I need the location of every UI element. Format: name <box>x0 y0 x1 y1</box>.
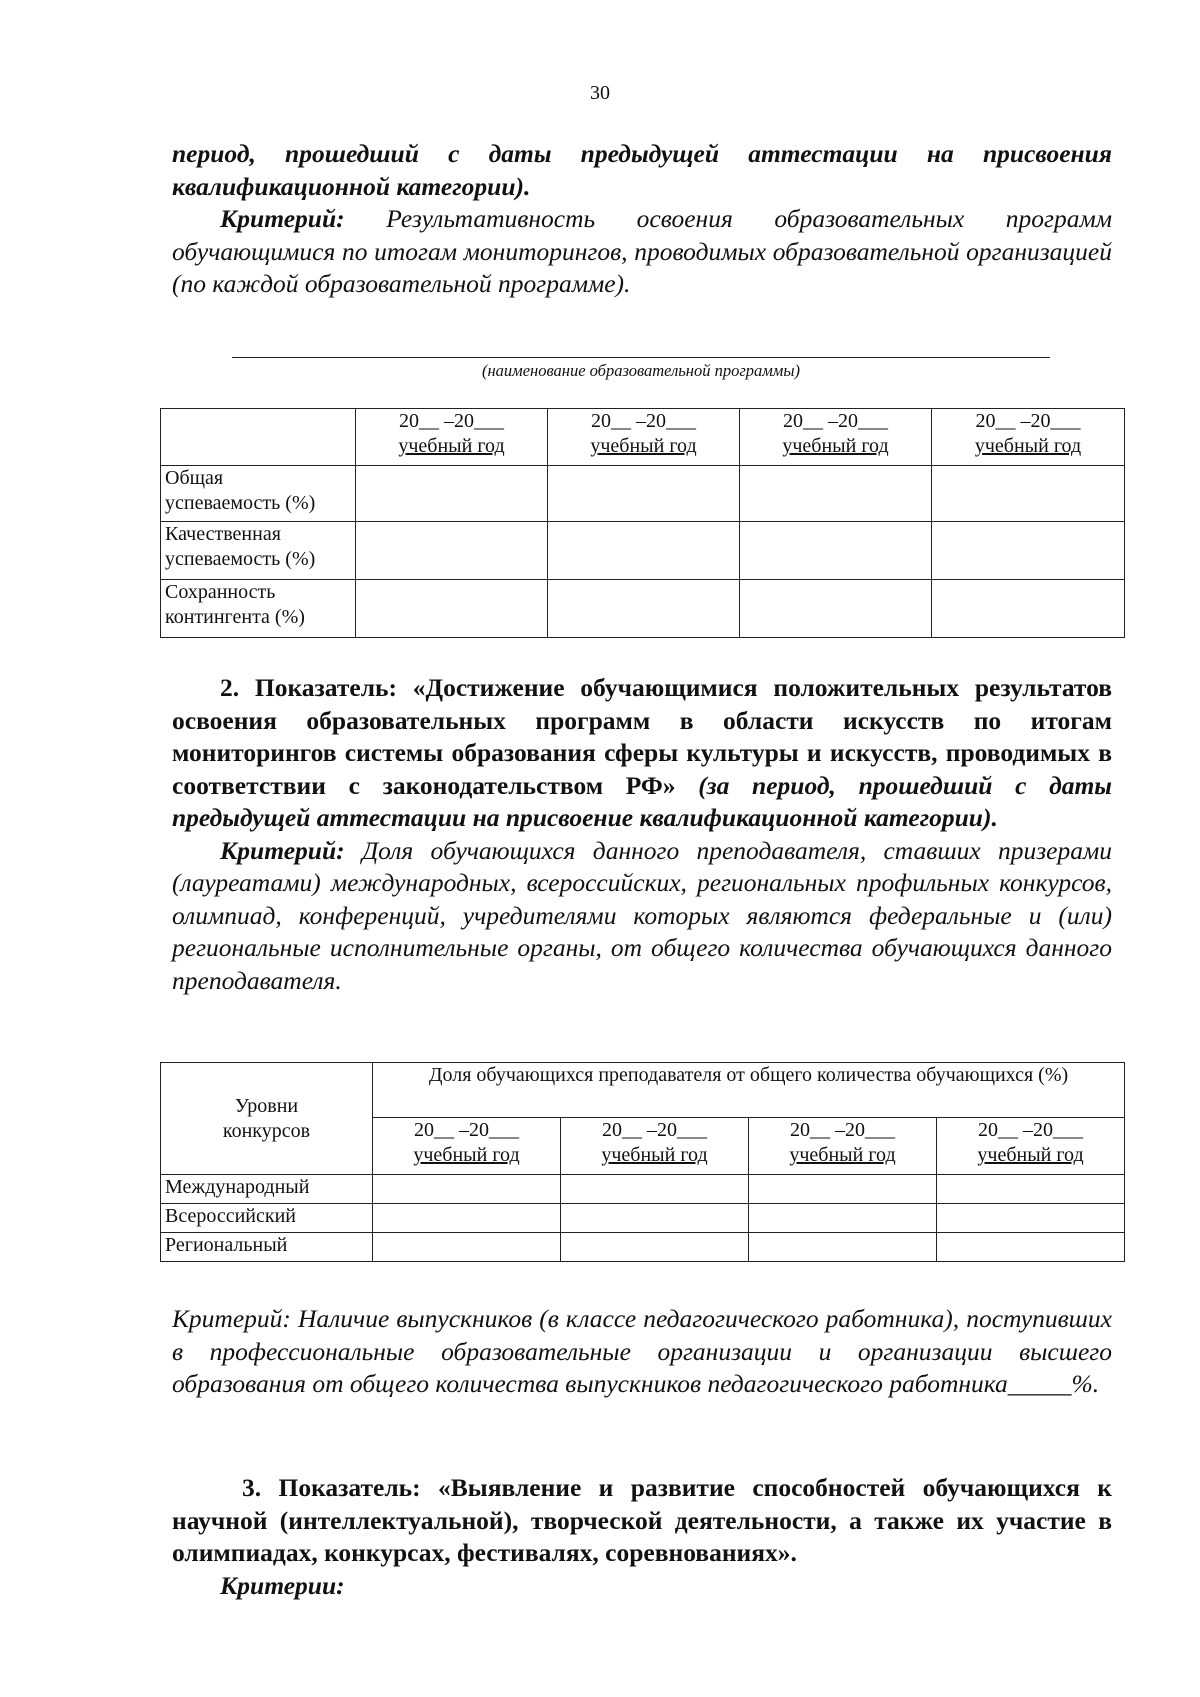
year-label: учебный год <box>413 1144 520 1166</box>
levels-header <box>161 1063 373 1175</box>
program-name-line <box>232 357 1050 358</box>
year-range: 20__ –20___ <box>783 410 888 432</box>
table-cell <box>373 1233 561 1262</box>
row-label: Всероссийский <box>161 1204 373 1233</box>
table-cell <box>561 1233 749 1262</box>
table-cell <box>932 522 1125 580</box>
table-cell <box>548 580 740 638</box>
empty-header-cell <box>161 409 356 466</box>
table-cell <box>740 522 932 580</box>
year-header <box>740 409 932 466</box>
section-3 <box>172 1472 1112 1602</box>
criterion-text: Доля обучающихся данного преподавателя, ставших призерами (лауреатами) международных, всероссийских, региональных профильных конкурсов, олимпиад, конференций, учредителями которых являются федеральные и (или) региональные исполнительные органы, от общего количества обучающихся данного преподавателя. <box>172 835 1112 995</box>
levels-header-line: Уровни <box>234 1094 299 1117</box>
year-header <box>932 409 1125 466</box>
levels-header-line: конкурсов <box>222 1119 311 1142</box>
graduates-criterion: Критерий: Наличие выпускников (в классе педагогического работника), поступивших в профессиональные образовательные организации и организации высшего образования от общего количества выпускников педагогического работника_____%. <box>172 1304 1112 1398</box>
table-header-row <box>161 409 1125 466</box>
table-cell <box>740 466 932 522</box>
section-2-criterion <box>172 835 1112 998</box>
criterion-label: Критерий: <box>220 204 345 233</box>
year-range: 20__ –20___ <box>975 410 1081 432</box>
row-label: Региональный <box>161 1233 373 1262</box>
year-range: 20__ –20___ <box>591 410 696 432</box>
year-label: учебный год <box>974 435 1082 457</box>
table-row <box>161 580 1125 638</box>
page-number: 30 <box>590 82 610 104</box>
row-label: Международный <box>161 1175 373 1204</box>
row-label-line: Сохранность <box>165 581 276 603</box>
section-2 <box>172 672 1112 997</box>
table-cell <box>749 1204 937 1233</box>
table-cell <box>749 1233 937 1262</box>
year-header <box>356 409 548 466</box>
table-row <box>161 1204 1125 1233</box>
table-cell <box>561 1175 749 1204</box>
row-label-line: Общая <box>165 467 224 489</box>
table-cell <box>548 466 740 522</box>
row-label <box>161 580 356 638</box>
row-label <box>161 466 356 522</box>
year-label: учебный год <box>398 435 505 457</box>
table-row <box>161 466 1125 522</box>
table-cell <box>932 580 1125 638</box>
intro-block <box>172 138 1112 301</box>
year-header <box>749 1118 937 1175</box>
share-header: Доля обучающихся преподавателя от общего количества обучающихся (%) <box>373 1063 1125 1118</box>
year-label: учебный год <box>977 1144 1084 1166</box>
year-header <box>561 1118 749 1175</box>
table-cell <box>937 1175 1125 1204</box>
year-range: 20__ –20___ <box>978 1119 1084 1141</box>
year-label: учебный год <box>782 435 889 457</box>
year-range: 20__ –20___ <box>399 410 504 432</box>
results-table <box>160 408 1125 638</box>
table-cell <box>356 466 548 522</box>
criterion-text: Результативность освоения образовательных программ обучающимися по итогам мониторингов, проводимых образовательной организацией (по каждой образовательной программе). <box>172 204 1112 298</box>
period-text: период, прошедший с даты предыдущей аттестации на присвоения квалификационной категории). <box>172 139 1112 201</box>
row-label <box>161 522 356 580</box>
year-range: 20__ –20___ <box>790 1119 895 1141</box>
intro-criterion <box>172 203 1112 301</box>
section-3-heading: 3. Показатель: «Выявление и развитие способностей обучающихся к научной (интеллектуальной), творческой деятельности, а также их участие в олимпиадах, конкурсах, фестивалях, соревнованиях». <box>172 1473 1112 1567</box>
table-row <box>161 1233 1125 1262</box>
year-header <box>937 1118 1125 1175</box>
program-caption: (наименование образовательной программы) <box>481 361 800 380</box>
year-header <box>548 409 740 466</box>
table-row <box>161 1175 1125 1204</box>
contests-table <box>160 1062 1125 1262</box>
criterion-label: Критерий: <box>220 835 345 865</box>
table-cell <box>937 1233 1125 1262</box>
criteria-label: Критерии: <box>220 1570 345 1600</box>
table-header-row <box>161 1063 1125 1118</box>
table-cell <box>373 1204 561 1233</box>
row-label-line: Качественная <box>165 523 281 545</box>
table-row <box>161 522 1125 580</box>
table-cell <box>740 580 932 638</box>
row-label-line: успеваемость (%) <box>165 492 316 514</box>
table-cell <box>932 466 1125 522</box>
section-2-period: (за период, прошедший с даты предыдущей аттестации на присвоение квалификационной категории). <box>172 770 1112 832</box>
year-label: учебный год <box>789 1144 896 1166</box>
table-cell <box>749 1175 937 1204</box>
year-header <box>373 1118 561 1175</box>
row-label-line: контингента (%) <box>165 606 305 628</box>
table-cell <box>548 522 740 580</box>
row-label-line: успеваемость (%) <box>165 548 316 570</box>
table-cell <box>561 1204 749 1233</box>
table-cell <box>373 1175 561 1204</box>
year-label: учебный год <box>601 1144 708 1166</box>
table-cell <box>937 1204 1125 1233</box>
section-2-title: 2. Показатель: «Достижение обучающимися положительных результатов освоения образовательных программ в области искусств по итогам мониторингов системы образования сферы культуры и искусств, проводимых в соответствии с законодательством РФ» <box>172 673 1112 800</box>
table-cell <box>356 522 548 580</box>
year-range: 20__ –20___ <box>414 1119 519 1141</box>
year-range: 20__ –20___ <box>602 1119 707 1141</box>
year-label: учебный год <box>590 435 697 457</box>
section-2-heading <box>172 672 1112 835</box>
table-cell <box>356 580 548 638</box>
